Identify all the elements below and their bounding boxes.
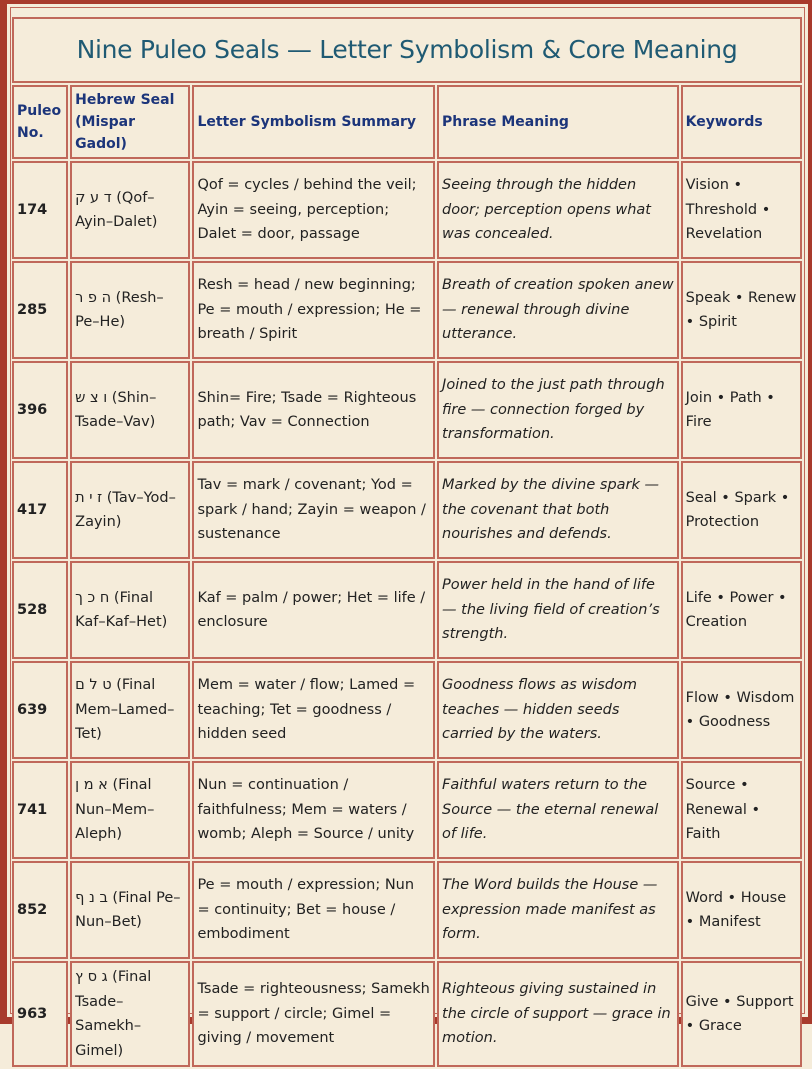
table-row [12,661,802,759]
phrase-meaning: Righteous giving sustained in the circle of support — grace in motion. [437,961,679,1067]
header-hebrew-seal: Hebrew Seal (Mispar Gadol) [70,85,190,159]
keywords: Word • House • Manifest [681,861,802,959]
seal-letter-names: (Final Nun–Mem–Aleph) [75,777,155,843]
puleo-number: 852 [12,861,68,959]
keywords: Speak • Renew • Spirit [681,261,802,359]
puleo-number: 285 [12,261,68,359]
phrase-meaning: The Word builds the House — expression made manifest as form. [437,861,679,959]
table-row [12,761,802,859]
keywords: Source • Renewal • Faith [681,761,802,859]
table-row [12,561,802,659]
hebrew-seal [70,661,190,759]
hebrew-letters: ך כ ח [75,589,110,606]
seal-letter-names: (Resh–Pe–He) [75,289,164,330]
letter-symbolism: Pe = mouth / expression; Nun = continuity; Bet = house / embodiment [192,861,435,959]
letter-symbolism: Nun = continuation / faithfulness; Mem = waters / womb; Aleph = Source / unity [192,761,435,859]
hebrew-seal [70,361,190,459]
puleo-number: 528 [12,561,68,659]
seal-letter-names: (Final Kaf–Kaf–Het) [75,589,168,630]
letter-symbolism: Tsade = righteousness; Samekh = support / circle; Gimel = giving / movement [192,961,435,1067]
seal-letter-names: (Final Pe–Nun–Bet) [75,889,181,930]
phrase-meaning: Goodness flows as wisdom teaches — hidden seeds carried by the waters. [437,661,679,759]
keywords: Join • Path • Fire [681,361,802,459]
hebrew-seal [70,161,190,259]
phrase-meaning: Marked by the divine spark — the covenant that both nourishes and defends. [437,461,679,559]
puleo-number: 417 [12,461,68,559]
letter-symbolism: Tav = mark / covenant; Yod = spark / hand; Zayin = weapon / sustenance [192,461,435,559]
hebrew-seal [70,961,190,1067]
letter-symbolism: Mem = water / flow; Lamed = teaching; Tet = goodness / hidden seed [192,661,435,759]
header-phrase-meaning: Phrase Meaning [437,85,679,159]
hebrew-seal [70,561,190,659]
seal-letter-names: (Tav–Yod–Zayin) [75,489,176,530]
hebrew-seal [70,761,190,859]
table-row [12,961,802,1067]
header-symbolism: Letter Symbolism Summary [192,85,435,159]
hebrew-seal [70,461,190,559]
phrase-meaning: Power held in the hand of life — the living field of creation’s strength. [437,561,679,659]
hebrew-letters: ק ע ד [75,189,112,206]
keywords: Vision • Threshold • Revelation [681,161,802,259]
seals-table [10,15,804,1069]
puleo-number: 963 [12,961,68,1067]
letter-symbolism: Shin= Fire; Tsade = Righteous path; Vav = Connection [192,361,435,459]
keywords: Seal • Spark • Protection [681,461,802,559]
table-row [12,461,802,559]
table-row [12,161,802,259]
header-row [12,85,802,159]
seal-letter-names: (Qof–Ayin–Dalet) [75,189,158,230]
table-row [12,861,802,959]
hebrew-seal [70,261,190,359]
hebrew-letters: ן מ א [75,777,108,794]
phrase-meaning: Joined to the just path through fire — connection forged by transformation. [437,361,679,459]
phrase-meaning: Seeing through the hidden door; perception opens what was concealed. [437,161,679,259]
phrase-meaning: Faithful waters return to the Source — the eternal renewal of life. [437,761,679,859]
table-row [12,261,802,359]
puleo-number: 741 [12,761,68,859]
puleo-number: 396 [12,361,68,459]
table-row [12,361,802,459]
phrase-meaning: Breath of creation spoken anew — renewal through divine utterance. [437,261,679,359]
seal-letter-names: (Final Tsade–Samekh–Gimel) [75,969,152,1059]
seal-letter-names: (Shin–Tsade–Vav) [75,389,157,430]
keywords: Give • Support • Grace [681,961,802,1067]
keywords: Life • Power • Creation [681,561,802,659]
seal-letter-names: (Final Mem–Lamed–Tet) [75,677,175,743]
hebrew-letters: ר פ ה [75,289,112,306]
letter-symbolism: Qof = cycles / behind the veil; Ayin = seeing, perception; Dalet = door, passage [192,161,435,259]
hebrew-seal [70,861,190,959]
hebrew-letters: ת י ז [75,489,103,506]
header-keywords: Keywords [681,85,802,159]
puleo-number: 174 [12,161,68,259]
puleo-number: 639 [12,661,68,759]
keywords: Flow • Wisdom • Goodness [681,661,802,759]
table-title: Nine Puleo Seals — Letter Symbolism & Core Meaning [12,17,802,83]
hebrew-letters: ף נ ב [75,889,108,906]
hebrew-letters: ם ל ט [75,677,112,694]
letter-symbolism: Resh = head / new beginning; Pe = mouth / expression; He = breath / Spirit [192,261,435,359]
letter-symbolism: Kaf = palm / power; Het = life / enclosure [192,561,435,659]
hebrew-letters: ש צ ו [75,389,108,406]
header-puleo-no: Puleo No. [12,85,68,159]
hebrew-letters: ץ ס ג [75,969,108,985]
